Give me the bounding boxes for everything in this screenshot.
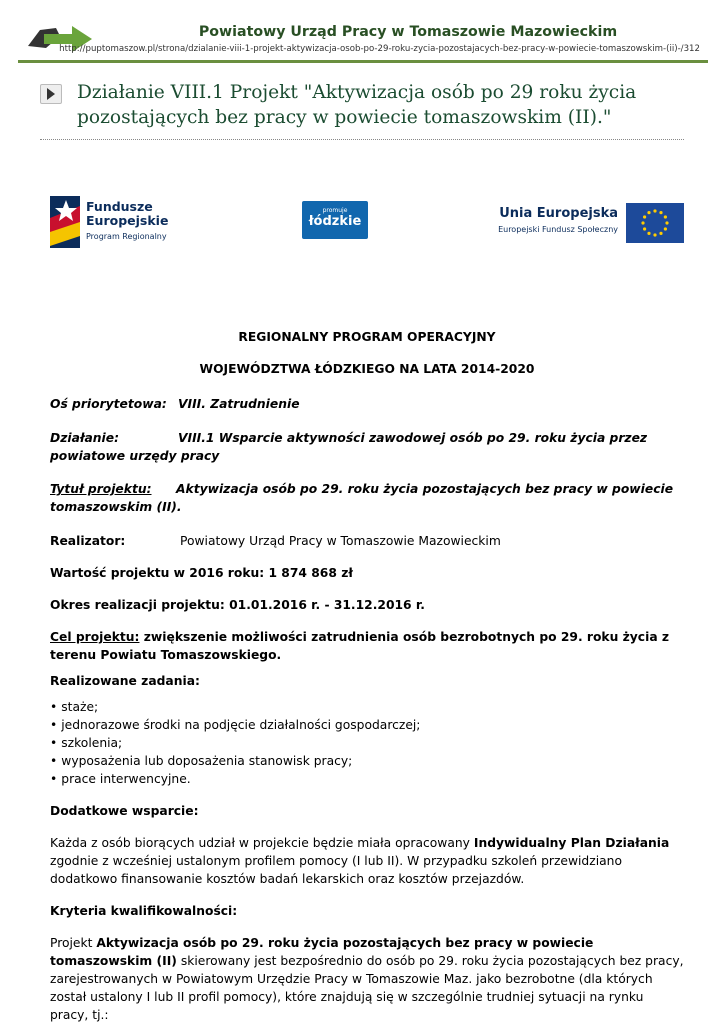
divider bbox=[40, 139, 684, 140]
dzialanie-value: VIII.1 Wsparcie aktywności zawodowej osób po 29. roku życia przez bbox=[178, 431, 648, 445]
list-item: • szkolenia; bbox=[50, 734, 684, 752]
list-item: • jednorazowe środki na podjęcie działalności gospodarczej; bbox=[50, 716, 684, 734]
page-url[interactable]: http://puptomaszow.pl/strona/dzialanie-viii-1-projekt-aktywizacja-osob-po-29-roku-zycia-pozostajacych-bez-pracy-w-powiecie-tomaszowskim-(ii)-/312 bbox=[59, 44, 700, 54]
eu-star-icon bbox=[659, 232, 662, 235]
eu-star-icon bbox=[653, 209, 656, 212]
zadania-list bbox=[50, 698, 684, 788]
lodz-big: łódzkie bbox=[308, 214, 362, 229]
kryteria-p1: Projekt bbox=[50, 936, 97, 950]
eu-star-icon bbox=[647, 211, 650, 214]
realizator-value: Powiatowy Urząd Pracy w Tomaszowie Mazowieckim bbox=[180, 534, 501, 548]
wsparcie-bold: Indywidualny Plan Działania bbox=[473, 836, 670, 850]
cel-projektu bbox=[50, 628, 684, 664]
fe-line2: Europejskie bbox=[86, 213, 169, 228]
list-item: • wyposażenia lub doposażenia stanowisk pracy; bbox=[50, 752, 684, 770]
fe-sub: Program Regionalny bbox=[86, 232, 167, 241]
cel-label: Cel projektu: bbox=[50, 630, 140, 644]
eu-star-icon bbox=[643, 227, 646, 230]
eu-star-icon bbox=[647, 232, 650, 235]
eu-star-icon bbox=[643, 215, 646, 218]
dzialanie-label: Działanie: bbox=[50, 431, 120, 445]
tytul-label: Tytuł projektu: bbox=[50, 482, 152, 496]
realizator-row bbox=[50, 532, 684, 550]
funding-logos bbox=[50, 194, 684, 250]
zadania-heading: Realizowane zadania: bbox=[50, 674, 200, 688]
dzialanie-value2: powiatowe urzędy pracy bbox=[50, 449, 220, 463]
site-title: Powiatowy Urząd Pracy w Tomaszowie Mazowieckim bbox=[198, 24, 618, 40]
bullet-arrow-icon bbox=[40, 84, 62, 104]
os-label: Oś priorytetowa: bbox=[50, 397, 167, 411]
list-item: • staże; bbox=[50, 698, 684, 716]
wsparcie-p2: zgodnie z wcześniej ustalonym profilem pomocy (I lub II). W przypadku szkoleń przewidziano dodatkowo finansowanie kosztów badań lekarskich oraz kosztów przejazdów. bbox=[50, 854, 622, 886]
page-heading bbox=[40, 80, 684, 130]
program-line2: WOJEWÓDZTWA ŁÓDZKIEGO NA LATA 2014-2020 bbox=[199, 362, 535, 376]
wartosc: Wartość projektu w 2016 roku: 1 874 868 zł bbox=[50, 566, 353, 580]
site-header bbox=[18, 18, 708, 63]
dzialanie-row bbox=[50, 429, 684, 465]
eu-star-icon bbox=[665, 221, 668, 224]
eu-star-icon bbox=[664, 227, 667, 230]
kryteria-heading: Kryteria kwalifikowalności: bbox=[50, 904, 238, 918]
ue-text bbox=[470, 206, 618, 234]
wsparcie-p1: Każda z osób biorących udział w projekcie będzie miała opracowany bbox=[50, 836, 474, 850]
kryteria-paragraph bbox=[50, 934, 684, 1024]
okres: Okres realizacji projektu: 01.01.2016 r. - 31.12.2016 r. bbox=[50, 598, 425, 612]
lodz-small: promuje bbox=[322, 207, 348, 214]
eu-flag-icon bbox=[626, 203, 684, 243]
cel-value: zwiększenie możliwości zatrudnienia osób bezrobotnych po 29. roku życia z terenu Powiatu Tomaszowskiego. bbox=[50, 630, 670, 662]
eu-star-icon bbox=[653, 233, 656, 236]
ue-title: Unia Europejska bbox=[499, 206, 618, 221]
fe-line1: Fundusze bbox=[86, 199, 153, 214]
os-value: VIII. Zatrudnienie bbox=[178, 397, 300, 411]
wsparcie-paragraph bbox=[50, 834, 684, 888]
promuje-lodzkie-logo bbox=[302, 201, 368, 239]
tytul-value: Aktywizacja osób po 29. roku życia pozostających bez pracy w powiecie bbox=[176, 482, 674, 496]
tytul-value2: tomaszowskim (II). bbox=[50, 500, 182, 514]
eu-star-icon bbox=[659, 211, 662, 214]
wsparcie-heading: Dodatkowe wsparcie: bbox=[50, 804, 199, 818]
eu-star-icon bbox=[641, 221, 644, 224]
os-row bbox=[50, 395, 684, 413]
list-item: • prace interwencyjne. bbox=[50, 770, 684, 788]
kryteria-p2: skierowany jest bezpośrednio do osób po 29. roku życia pozostających bez pracy, zarejestrowanych w Powiatowym Urzędzie Pracy w Tomaszowie Maz. jako bezrobotne (dla których został ustalony I lub II profil pomocy), które znajdują się w szczególnie trudniej sytuacji na rynku pracy, tj.: bbox=[50, 954, 684, 1022]
realizator-label: Realizator: bbox=[50, 534, 126, 548]
program-line1: REGIONALNY PROGRAM OPERACYJNY bbox=[238, 330, 496, 344]
fe-star-icon bbox=[50, 196, 80, 248]
fundusze-europejskie-logo bbox=[50, 194, 180, 250]
eu-star-icon bbox=[664, 215, 667, 218]
document-body bbox=[50, 328, 684, 1024]
kryteria-bold: Aktywizacja osób po 29. roku życia pozostających bez pracy w powiecie tomaszowskim (II) bbox=[50, 936, 594, 968]
tytul-row bbox=[50, 480, 684, 516]
ue-sub: Europejski Fundusz Społeczny bbox=[498, 225, 618, 234]
page-title: Działanie VIII.1 Projekt "Aktywizacja osób po 29 roku życia pozostających bez pracy w powiecie tomaszowskim (II)." bbox=[77, 82, 637, 128]
